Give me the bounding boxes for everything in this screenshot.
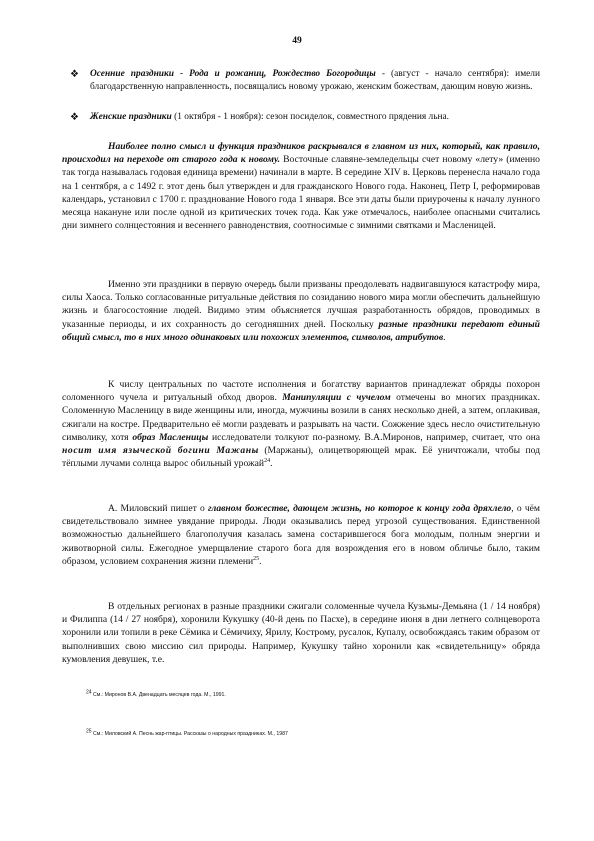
diamond-bullet-icon: ❖ — [70, 69, 79, 80]
bullet-women-holidays — [70, 111, 540, 124]
paragraph-straw-effigy: К числу центральных по частоте исполнения и богатству вариантов принадлежат обряды похорон соломенного чучела и ритуальный обход дворов. Манипуляции с чучелом отмечены во многих праздниках. Соломенную Масленицу в виде женщины или, иногда, мужчины возили в санях несколько дней, а затем, оплакивая, сжигали на костре. Предварительно её могли раздевать и разрывать на части. Сожжение здесь несло очистительную символику, хотя образ Масленицы исследователи толкуют по-разному. В.А.Миронов, например, считает, что она носит имя языческой богини Мажаны (Маржаны), олицетворяющей мрак. Её уничтожали, чтобы под тёплыми лучами солнца вырос обильный урожай$^{24}$. — [62, 379, 541, 470]
diamond-bullet-icon: ❖ — [70, 112, 79, 123]
emphasis-text: главном божестве, дающем жизнь, но которое к концу года дряхлело — [208, 503, 512, 514]
footnote-24: $^{24}$ См.: Миронов В.А. Двенадцать месяцев года. М., 1991. — [86, 689, 226, 698]
page-number: 49 — [292, 36, 302, 46]
bullet-title: Женские праздники — [90, 112, 172, 122]
emphasis-text: разные праздники передают единый общий смысл, то в них много одинаковых или похожих элементов, символов, атрибутов — [62, 318, 540, 343]
emphasis-text: Наиболее полно смысл и функция праздников раскрывался в главном из них, который, как правило, происходил на переходе от старого года к новому. — [62, 141, 540, 166]
bullet-text: (1 октября - 1 ноября): сезон посиделок, совместного прядения льна. — [171, 112, 450, 122]
paragraph-new-year — [62, 140, 540, 232]
footnote-ref: 25 — [253, 555, 260, 562]
paragraph-holidays-meaning: Именно эти праздники в первую очередь были призваны преодолевать надвигавшуюся катастрофу мира, силы Хаоса. Только согласованные ритуальные действия по созиданию нового мира могли обеспечить дальнейшую жизнь и благосостояние людей. Видимо этим объясняется лучшая разработанность обрядов, проводимых в указанные периоды, и их сохранность до сегодняшних дней. Поскольку разные праздники передают единый общий смысл, то в них много одинаковых или похожих элементов, символов, атрибутов. — [62, 279, 540, 343]
bullet-title: Осенние праздники - Рода и рожаниц, Рождество Богородицы — [90, 69, 376, 79]
paragraph-regional-effigies — [62, 600, 540, 666]
emphasis-text: образ Масленицы — [132, 431, 209, 443]
body-text: Именно эти праздники в первую очередь были призваны преодолевать надвигавшуюся катастрофу мира, силы Хаоса. Только согласованные ритуальные действия по созиданию нового мира могли обеспечить дальнейшую жизнь и благосостояние людей. Видимо этим объясняется лучшая разработанность обрядов, проводимых в указанные периоды, и их сохранность до сегодняшних дней. Поскольку — [62, 279, 540, 330]
paragraph-milovsky: А. Миловский пишет о главном божестве, дающем жизнь, но которое к концу года дряхлело, о чём свидетельствовало зимнее увядание природы. Люди оказывались перед угрозой существования. Единственной возможностью дальнейшего благополучия казалась замена состарившегося бога молодым, полным энергии и животворной силы. Ежегодное умерщвление старого бога для возрождения его в новом обличье было, таким образом, условием сохранения жизни племени$^{25}$. — [62, 503, 541, 567]
footnote-ref: 24 — [264, 458, 271, 465]
bullet-text: - (август - начало сентября): имели благодарственную направленность, посвящались новому урожаю, женским божествам, дающим новую жизнь. — [90, 69, 540, 92]
body-text: В отдельных регионах в разные праздники сжигали соломенные чучела Кузьмы-Демьяна (1 / 14 ноября) и Филиппа (14 / 27 ноября), хоронили Кукушку (40-й день по Пасхе), в середине июня в дни летнего солнцеворота хоронили или топили в реке Сёмика и Сёмичиху, Ярилу, Кострому, русалок, Купалу, освобождаясь таким образом от выполнивших свою миссию сил природы. Например, Кукушку тайно хоронили как «свидетельницу» обряда кумовления девушек, т.е. — [62, 601, 540, 665]
bullet-autumn-holidays — [70, 68, 540, 94]
body-text: Восточные славяне-земледельцы счет новому «лету» (именно так тогда называлась годовая единица времени) начинали в марте. В середине XIV в. Церковь перенесла начало года на 1 сентября, а с 1492 г. этот день был утвержден и для гражданского Нового года. Наконец, Петр I, реформировав календарь, установил с 1700 г. празднование Нового года 1 января. Все эти даты были приурочены к началу лунного месяца накануне или после одной из критических точек года. Как уже отмечалось, наиболее опасными считались дни зимнего солнцестояния и весеннего равноденствия, соотносимые с зимними святками и Масленицей. — [62, 154, 540, 232]
footnote-25: $^{25}$ См.: Миловский А. Песнь жар-птицы. Рассказы о народных праздниках. М., 1987 — [86, 728, 288, 737]
emphasis-text: носит имя языческой богини Мажаны — [62, 445, 259, 457]
emphasis-text: Манипуляции с чучелом — [282, 392, 391, 404]
